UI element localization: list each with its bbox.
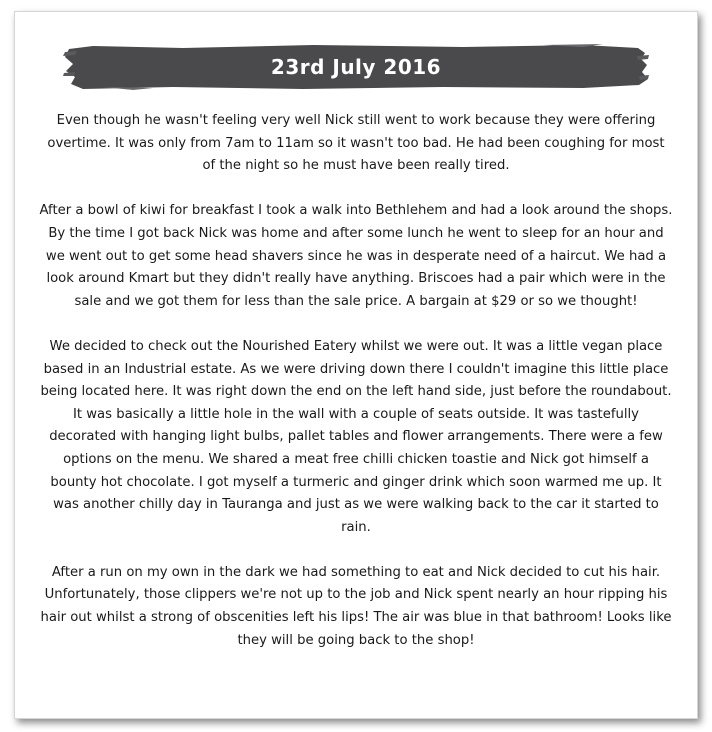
date-banner <box>63 43 649 91</box>
journal-page <box>14 11 698 719</box>
entry-paragraph: After a bowl of kiwi for breakfast I took a walk into Bethlehem and had a look around the shops. By the time I got back Nick was home and after some lunch he went to sleep for an hour and we went out to get some head shavers since he was in desperate need of a haircut. We had a look around Kmart but they didn't really have anything. Briscoes had a pair which were in the sale and we got them for less than the sale price. A bargain at $29 or so we thought! <box>39 203 673 309</box>
entry-paragraph: We decided to check out the Nourished Eatery whilst we were out. It was a little vegan place based in an Industrial estate. As we were driving down there I couldn't imagine this little place being located here. It was right down the end on the left hand side, just before the roundabout. It was basically a little hole in the wall with a couple of seats outside. It was tastefully decorated with hanging light bulbs, pallet tables and flower arrangements. There were a few options on the menu. We shared a meat free chilli chicken toastie and Nick got himself a bounty hot chocolate. I got myself a turmeric and ginger drink which soon warmed me up. It was another chilly day in Tauranga and just as we were walking back to the car it started to rain. <box>40 338 672 535</box>
entry-paragraph: After a run on my own in the dark we had something to eat and Nick decided to cut his hair. Unfortunately, those clippers we're not up to the job and Nick spent nearly an hour ripping his hair out whilst a strong of obscenities left his lips! The air was blue in that bathroom! Looks like they will be going back to the shop! <box>40 564 672 648</box>
entry-date-title: 23rd July 2016 <box>270 55 442 79</box>
entry-body <box>39 110 673 675</box>
entry-paragraph: Even though he wasn't feeling very well Nick still went to work because they were offering overtime. It was only from 7am to 11am so it wasn't too bad. He had been coughing for most of the night so he must have been really tired. <box>47 113 665 174</box>
